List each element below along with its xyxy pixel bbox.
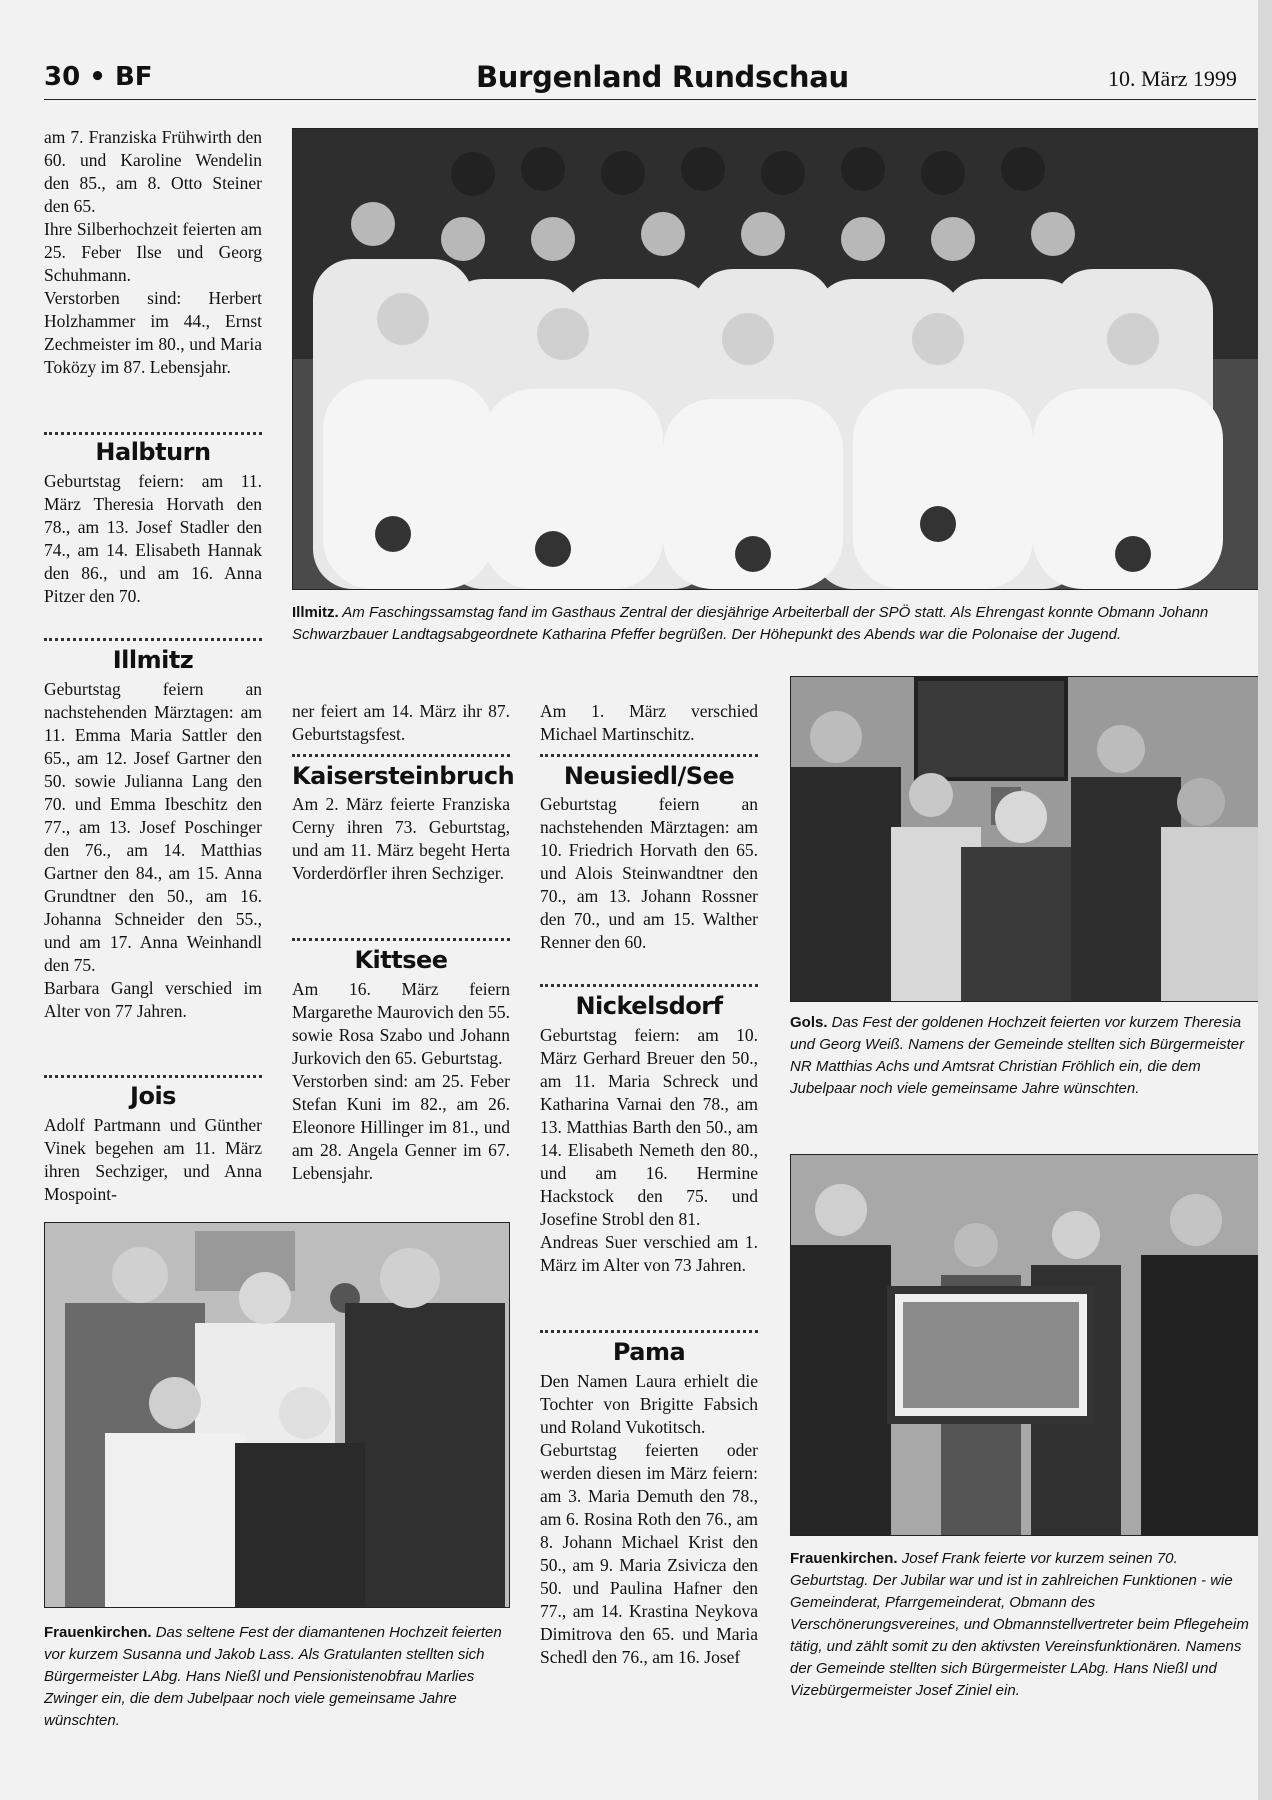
page-number: 30 • BF	[44, 62, 153, 92]
photo-illmitz-ball-image	[293, 129, 1259, 589]
text-kittsee: Am 16. März feiern Margarethe Maurovich den 55. sowie Rosa Szabo und Johann Jurkovich den 65. Geburtstag. Verstorben sind: am 25. Feber Stefan Kuni im 82., am 26. Eleonore Hillinger im 81., und am 28. Angela Genner im 67. Lebensjahr.	[292, 979, 510, 1183]
text-neusiedl: Geburtstag feiern an nachstehenden Märztagen: am 10. Friedrich Horvath den 65. und Alois Steinwandtner den 70., am 13. Johann Rossner den 70., und am 15. Walther Renner den 60.	[540, 794, 758, 952]
text-illmitz: Geburtstag feiern an nachstehenden Märztagen: am 11. Emma Maria Sattler den 65., am 12. Josef Gartner den 50. sowie Julianna Lang den 70. und Emma Ibeschitz den 77., am 13. Josef Poschinger den 76., am 14. Matthias Gartner den 84., am 15. Anna Grundtner den 50., am 16. Johanna Schneider den 55., und am 17. Anna Weinhandl den 75. Barbara Gangl verschied im Alter von 77 Jahren.	[44, 679, 262, 1021]
divider	[292, 754, 510, 757]
col2-continuation: ner feiert am 14. März ihr 87. Geburtstagsfest.	[292, 701, 510, 744]
caption-illmitz: Illmitz. Am Faschingssamstag fand im Gasthaus Zentral der diesjährige Arbeiterball der SPÖ statt. Als Ehrengast konnte Obmann Johann Schwarzbauer Landtagsabgeordnete Katharina Pfeffer begrüßen. Der Höhepunkt des Abends war die Polonaise der Jugend.	[292, 604, 1209, 643]
heading-halbturn: Halbturn	[95, 438, 211, 466]
newspaper-title: Burgenland Rundschau	[476, 60, 849, 94]
photo-gols	[790, 676, 1260, 1002]
header-rule	[44, 99, 1256, 100]
text-nickelsdorf: Geburtstag feiern: am 10. März Gerhard Breuer den 50., am 11. Maria Schreck und Katharina Varnai den 78., am 13. Matthias Barth den 50., am 14. Elisabeth Nemeth den 80., und am 16. Hermine Hackstock den 75. und Josefine Strobl den 81. Andreas Suer verschied am 1. März im Alter von 73 Jahren.	[540, 1025, 758, 1275]
heading-pama: Pama	[612, 1338, 686, 1366]
text-pama: Den Namen Laura erhielt die Tochter von Brigitte Fabsich und Roland Vukotitsch. Geburtstag feierten oder werden diesen im März feiern: am 3. Maria Demuth den 78., am 6. Rosina Roth den 76., am 8. Johann Michael Krist den 50., am 9. Maria Zsivicza den 50. und Paulina Hafner den 77., am 14. Krastina Neykova Dimitrova den 65. und Maria Schedl den 76., am 16. Josef	[540, 1371, 758, 1667]
caption-frauenkirchen-diamond: Frauenkirchen. Das seltene Fest der diamantenen Hochzeit feierten vor kurzem Susanna und Jakob Lass. Als Gratulanten stellten sich Bürgermeister LAbg. Hans Nießl und Pensionistenobfrau Marlies Zwinger ein, die dem Jubelpaar noch viele gemeinsame Jahre wünschten.	[44, 1624, 502, 1729]
heading-jois: Jois	[130, 1082, 176, 1110]
issue-date: 10. März 1999	[1108, 66, 1237, 91]
photo-illmitz-ball	[292, 128, 1260, 590]
heading-kittsee: Kittsee	[354, 946, 448, 974]
page-edge	[1258, 0, 1272, 1800]
heading-nickelsdorf: Nickelsdorf	[575, 992, 723, 1020]
caption-frauenkirchen-birthday: Frauenkirchen. Josef Frank feierte vor kurzem seinen 70. Geburtstag. Der Jubilar war und ist in zahlreichen Funktionen - wie Gemeinderat, Pfarrgemeinderat, Obmann des Verschönerungsvereines, und Obmannstellvertreter beim Pflegeheim tätig, und zählt somit zu den aktivsten Vereinsfunktionären. Namens der Gemeinde stellten sich Bürgermeister LAbg. Hans Nießl und Vizebürgermeister Josef Ziniel ein.	[790, 1550, 1249, 1699]
heading-neusiedl: Neusiedl/See	[563, 762, 735, 790]
divider	[540, 754, 758, 757]
divider	[292, 938, 510, 941]
photo-frauenkirchen-birthday	[790, 1154, 1260, 1536]
photo-frauenkirchen-diamond	[44, 1222, 510, 1608]
text-jois: Adolf Partmann und Günther Vinek begehen am 11. März ihren Sechziger, und Anna Mospoint-	[44, 1115, 262, 1204]
caption-gols: Gols. Das Fest der goldenen Hochzeit feierten vor kurzem Theresia und Georg Weiß. Namens der Gemeinde stellten sich Bürgermeister NR Matthias Achs und Amtsrat Christian Fröhlich ein, die dem Jubelpaar noch viele gemeinsame Jahre wünschten.	[790, 1014, 1245, 1097]
divider	[44, 1075, 262, 1078]
divider	[44, 638, 262, 641]
heading-illmitz: Illmitz	[112, 646, 194, 674]
col1-intro: am 7. Franziska Frühwirth den 60. und Karoline Wendelin den 85., am 8. Otto Steiner den 65. Ihre Silberhochzeit feierten am 25. Feber Ilse und Georg Schuhmann. Verstorben sind: Herbert Holzhammer im 44., Ernst Zechmeister im 80., und Maria Toközy im 87. Lebensjahr.	[44, 127, 262, 377]
divider	[540, 1330, 758, 1333]
divider	[44, 432, 262, 435]
heading-kaisersteinbruch: Kaisersteinbruch	[292, 762, 515, 790]
photo-frauenkirchen-birthday-image	[791, 1155, 1259, 1535]
text-kaisersteinbruch: Am 2. März feierte Franziska Cerny ihren 73. Geburtstag, und am 11. März begeht Herta Vorderdörfler ihren Sechziger.	[292, 794, 510, 883]
photo-frauenkirchen-diamond-image	[45, 1223, 509, 1607]
photo-gols-image	[791, 677, 1259, 1001]
divider	[540, 984, 758, 987]
col3-continuation: Am 1. März verschied Michael Martinschitz.	[540, 701, 758, 744]
text-halbturn: Geburtstag feiern: am 11. März Theresia Horvath den 78., am 13. Josef Stadler den 74., am 14. Elisabeth Hannak den 86., und am 16. Anna Pitzer den 70.	[44, 471, 262, 606]
